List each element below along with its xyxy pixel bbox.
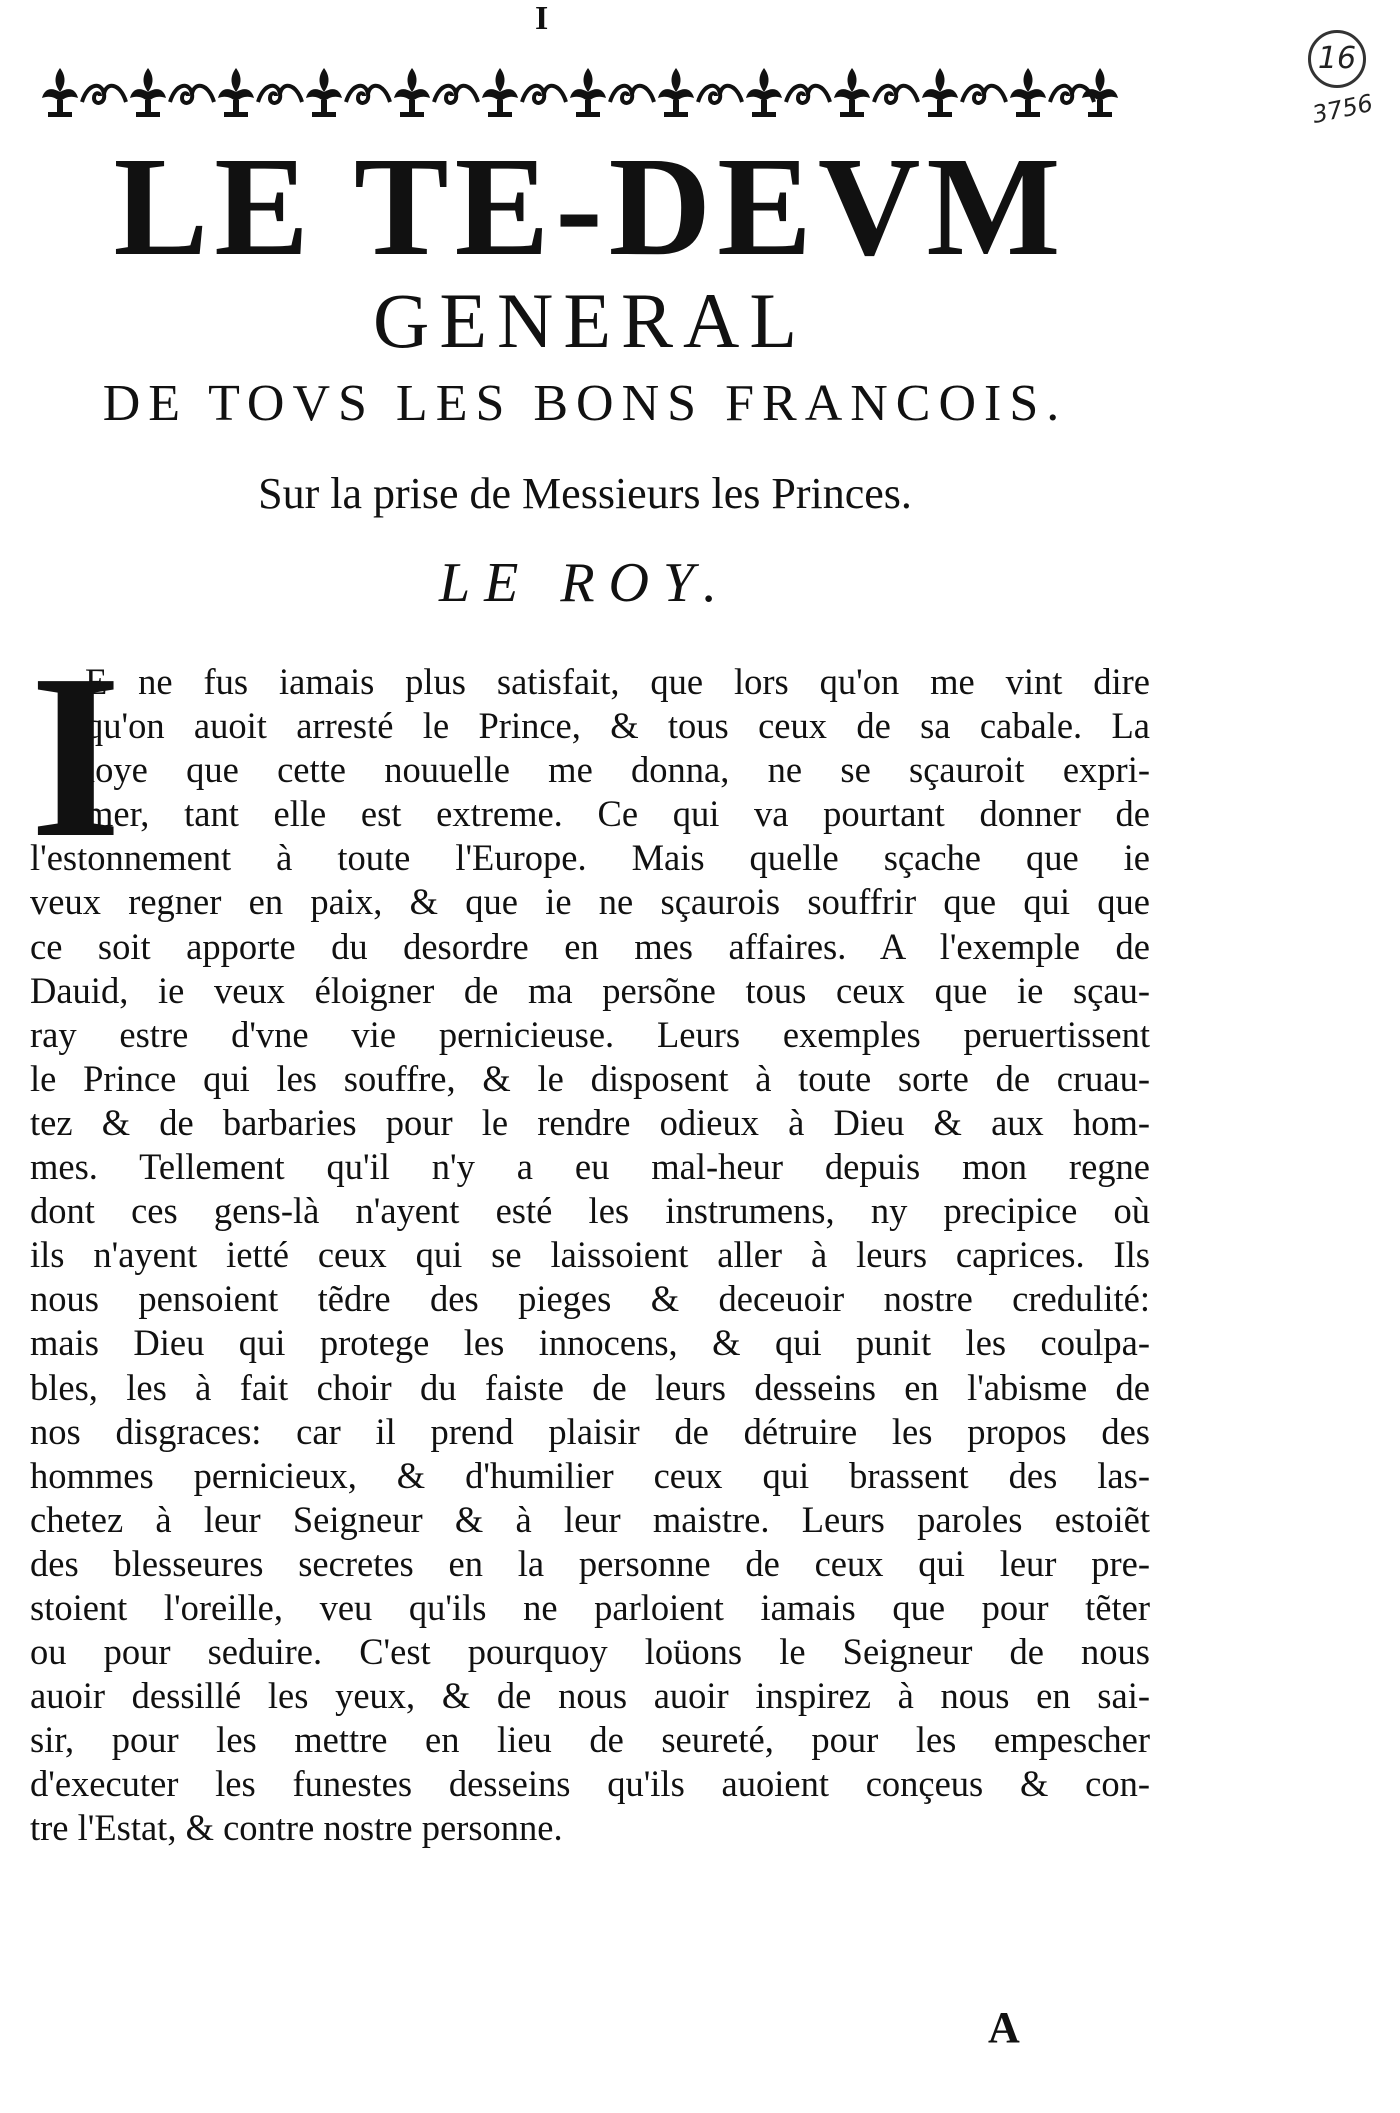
text-line: mes. Tellement qu'il n'y a eu mal-heur depuis mon regne xyxy=(30,1146,1150,1188)
text-line: le Prince qui les souffre, & le disposent à toute sorte de cruau- xyxy=(30,1057,1150,1099)
text-line: d'executer les funestes desseins qu'ils auoient conçeus & con- xyxy=(30,1763,1150,1805)
archive-stamp-circled: 16 xyxy=(1308,30,1366,88)
text-line: E ne fus iamais plus satisfait, que lors qu'on me vint dire xyxy=(85,661,1150,702)
title-line-2 xyxy=(0,277,1400,364)
fleuron-border xyxy=(40,62,1120,120)
text-line: auoir dessillé les yeux, & de nous auoir inspirez à nous en sai- xyxy=(30,1675,1150,1717)
speaker-heading: LE ROY. xyxy=(438,552,731,614)
text-line: sir, pour les mettre en lieu de seureté, pour les empescher xyxy=(30,1719,1150,1761)
body-text xyxy=(30,626,1150,1851)
page-number: I xyxy=(535,0,549,37)
text-line: veux regner en paix, & que ie ne sçaurois souffrir que qui que xyxy=(30,881,1150,923)
title-subtitle: Sur la prise de Messieurs les Princes. xyxy=(258,469,912,518)
drop-cap: I xyxy=(30,626,122,886)
text-line: hommes pernicieux, & d'humilier ceux qui brassent des las- xyxy=(30,1454,1150,1496)
archive-number: 3756 xyxy=(1309,88,1376,130)
title-line-3: DE TOVS LES BONS FRANCOIS. xyxy=(102,375,1068,432)
text-line: ioye que cette nouuelle me donna, ne se sçauroit expri- xyxy=(85,749,1150,791)
text-line: mais Dieu qui protege les innocens, & qui punit les coulpa- xyxy=(30,1322,1150,1364)
title-general: GENERAL xyxy=(373,277,807,364)
text-line: Dauid, ie veux éloigner de ma persõne tous ceux que ie sçau- xyxy=(30,969,1150,1011)
text-line: tez & de barbaries pour le rendre odieux à Dieu & aux hom- xyxy=(30,1101,1150,1143)
text-line: bles, les à fait choir du faiste de leurs desseins en l'abisme de xyxy=(30,1366,1150,1408)
text-line: nous pensoient tẽdre des pieges & deceuoir nostre credulité: xyxy=(30,1278,1150,1320)
text-line: ils n'ayent ietté ceux qui se laissoient aller à leurs caprices. Ils xyxy=(30,1234,1150,1276)
title-line-1 xyxy=(0,127,1400,285)
text-line: stoient l'oreille, veu qu'ils ne parloient iamais que pour tẽter xyxy=(30,1586,1150,1628)
text-line: chetez à leur Seigneur & à leur maistre. Leurs paroles estoiẽt xyxy=(30,1498,1150,1540)
text-line: l'estonnement à toute l'Europe. Mais quelle sçache que ie xyxy=(30,837,1150,879)
text-line: qu'on auoit arresté le Prince, & tous ceux de sa cabale. La xyxy=(85,705,1150,747)
catchword: A xyxy=(988,2003,1020,2052)
text-line: nos disgraces: car il prend plaisir de détruire les propos des xyxy=(30,1410,1150,1452)
text-line: ce soit apporte du desordre en mes affaires. A l'exemple de xyxy=(30,925,1150,967)
text-line: mer, tant elle est extreme. Ce qui va pourtant donner de xyxy=(85,793,1150,835)
text-line: des blesseures secretes en la personne de ceux qui leur pre- xyxy=(30,1542,1150,1584)
text-line: ray estre d'vne vie pernicieuse. Leurs exemples peruertissent xyxy=(30,1013,1150,1055)
text-line: dont ces gens-là n'ayent esté les instrumens, ny precipice où xyxy=(30,1190,1150,1232)
title-te-deum: LE TE-DEVM xyxy=(113,127,1067,285)
text-line: tre l'Estat, & contre nostre personne. xyxy=(30,1807,563,1849)
text-line: ou pour seduire. C'est pourquoy loüons le Seigneur de nous xyxy=(30,1631,1150,1673)
